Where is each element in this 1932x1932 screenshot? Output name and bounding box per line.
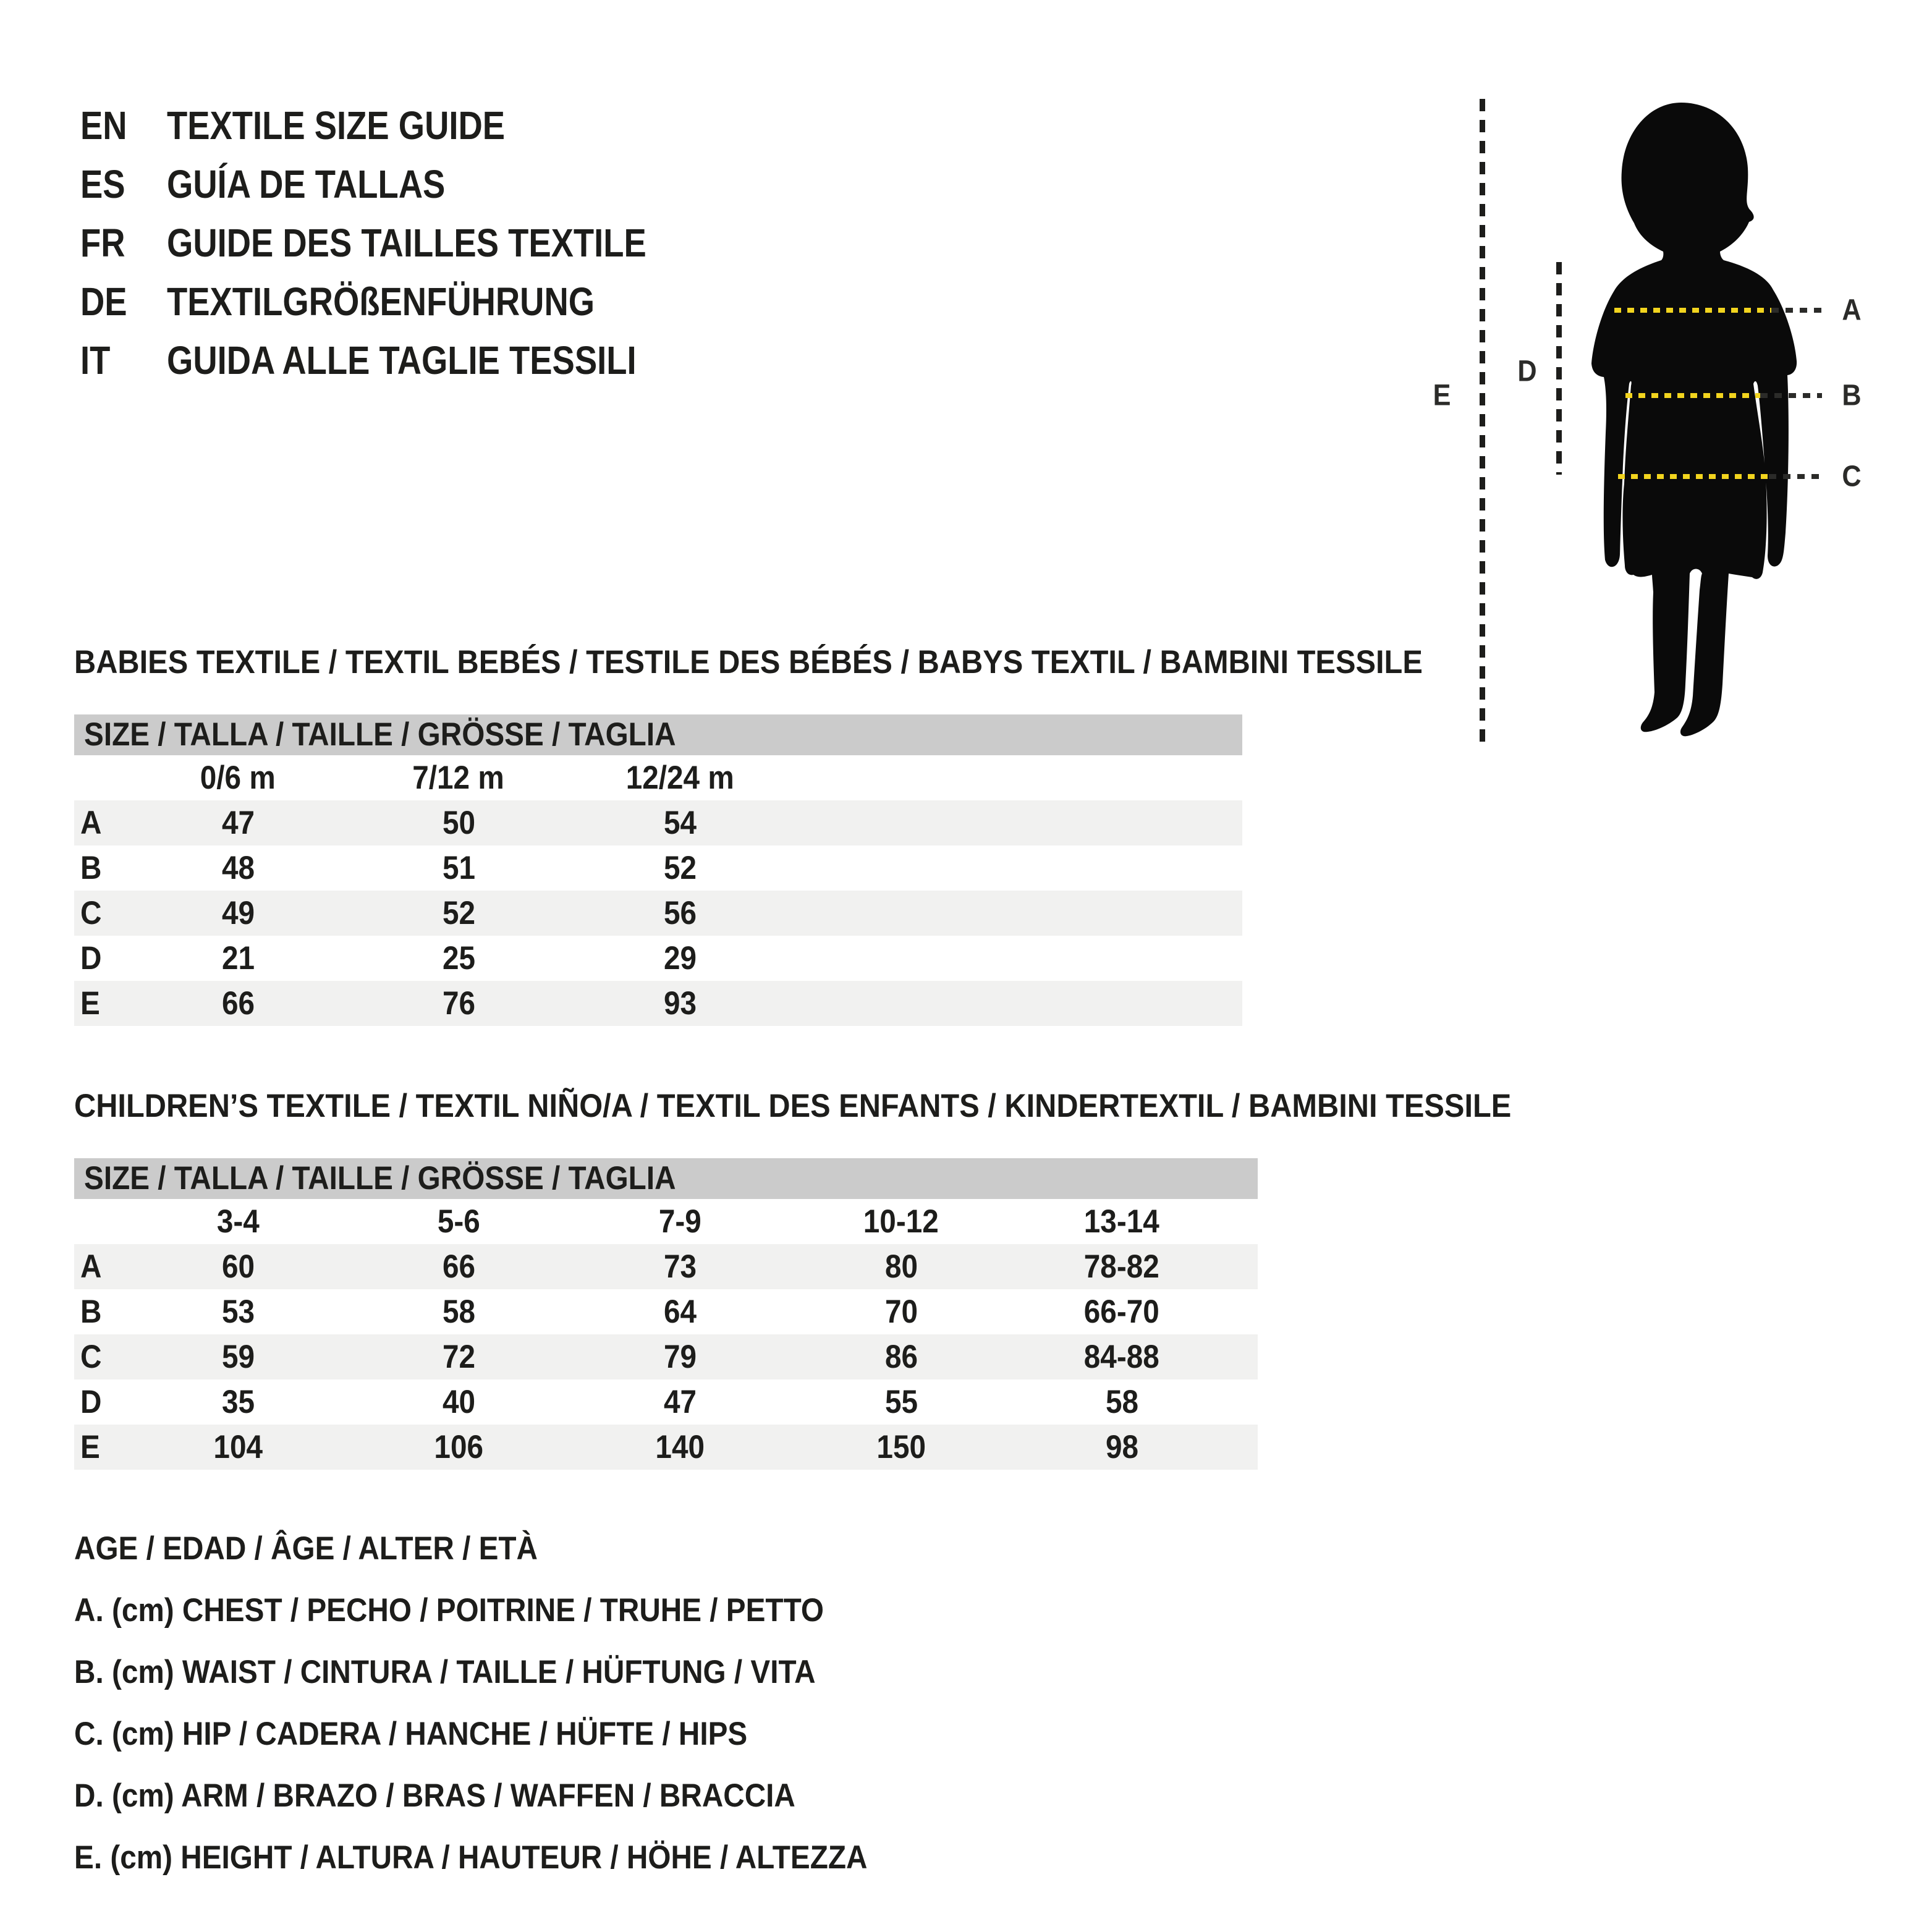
row-label (80, 845, 104, 891)
table-cell (145, 891, 331, 936)
legend-line-text: B. (cm) WAIST / CINTURA / TAILLE / HÜFTUNG / VITA (74, 1654, 816, 1690)
language-code (80, 163, 133, 206)
cell-text: 78-82 (1083, 1248, 1160, 1285)
children-column-header-text: 13-14 (1083, 1203, 1160, 1240)
cell-text: 70 (884, 1294, 918, 1330)
table-row (74, 1289, 1258, 1334)
cell-text: 48 (221, 850, 255, 886)
table-cell (366, 936, 551, 981)
language-code-text: DE (80, 279, 127, 324)
table-cell (145, 1289, 331, 1334)
children-column-header-row (74, 1199, 1258, 1244)
figure-label-d-text: D (1517, 355, 1537, 388)
figure-label-e-text: E (1433, 379, 1451, 412)
cell-text: 53 (221, 1294, 255, 1330)
table-cell (1029, 1379, 1214, 1425)
cell-text: 80 (884, 1248, 918, 1285)
cell-text: 72 (442, 1339, 475, 1375)
children-column-header (587, 1199, 773, 1244)
cell-text: 66 (221, 985, 255, 1022)
cell-text: 58 (1105, 1384, 1138, 1420)
cell-text: 21 (221, 940, 255, 977)
table-cell (1029, 1244, 1214, 1289)
cell-text: 150 (876, 1429, 926, 1465)
language-title (167, 339, 719, 382)
row-label (80, 1244, 104, 1289)
children-column-header (366, 1199, 551, 1244)
table-row (74, 1244, 1258, 1289)
language-title-text: GUIDE DES TAILLES TEXTILE (167, 221, 646, 265)
table-cell (366, 1334, 551, 1379)
babies-column-header (145, 755, 331, 800)
legend-line-height (74, 1839, 955, 1876)
cell-text: 76 (442, 985, 475, 1022)
table-cell (145, 1379, 331, 1425)
figure-label-b-text: B (1842, 379, 1862, 412)
cell-text: 66 (442, 1248, 475, 1285)
babies-section-heading (74, 644, 1540, 681)
cell-text: 106 (434, 1429, 483, 1465)
row-label-text: C (80, 895, 102, 931)
row-label-text: C (80, 1339, 102, 1375)
table-cell (366, 1289, 551, 1334)
legend-line-arm (74, 1777, 876, 1815)
children-size-header-text: SIZE / TALLA / TAILLE / GRÖSSE / TAGLIA (84, 1160, 676, 1197)
language-code (80, 221, 133, 265)
babies-column-header-text: 7/12 m (412, 760, 505, 796)
row-label (80, 1334, 104, 1379)
cell-text: 29 (663, 940, 697, 977)
table-cell (587, 936, 773, 981)
table-cell (145, 845, 331, 891)
children-size-header-bar (74, 1158, 1258, 1199)
language-title-text: GUIDA ALLE TAGLIE TESSILI (167, 338, 637, 383)
row-label (80, 891, 104, 936)
table-cell (366, 800, 551, 845)
table-row (74, 845, 1242, 891)
cell-text: 47 (663, 1384, 697, 1420)
language-code-text: ES (80, 162, 125, 206)
table-row (74, 1334, 1258, 1379)
row-label (80, 936, 104, 981)
legend-line-text: C. (cm) HIP / CADERA / HANCHE / HÜFTE / HIPS (74, 1716, 748, 1752)
figure-label-c-text: C (1842, 460, 1862, 493)
table-row (74, 936, 1242, 981)
legend-line-text: D. (cm) ARM / BRAZO / BRAS / WAFFEN / BRACCIA (74, 1777, 795, 1814)
cell-text: 52 (442, 895, 475, 931)
table-cell (145, 981, 331, 1026)
hip-line-c-yellow (1618, 474, 1769, 479)
language-title (167, 280, 670, 323)
cell-text: 84-88 (1083, 1339, 1160, 1375)
cell-text: 66-70 (1083, 1294, 1160, 1330)
table-cell (145, 800, 331, 845)
table-cell (808, 1244, 994, 1289)
row-label-text: A (80, 805, 102, 841)
table-row (74, 981, 1242, 1026)
waist-line-b-dark (1760, 393, 1822, 398)
child-silhouette-icon (1570, 99, 1805, 742)
babies-size-header (84, 714, 742, 755)
figure-label-a (1841, 294, 1863, 328)
cell-text: 73 (663, 1248, 697, 1285)
cell-text: 86 (884, 1339, 918, 1375)
language-code (80, 104, 135, 147)
children-column-header-text: 7-9 (658, 1203, 701, 1240)
cell-text: 58 (442, 1294, 475, 1330)
table-cell (366, 1425, 551, 1470)
table-cell (366, 981, 551, 1026)
cell-text: 93 (663, 985, 697, 1022)
table-cell (366, 1379, 551, 1425)
language-title (167, 104, 565, 147)
figure-label-d (1517, 355, 1538, 389)
table-cell (145, 1425, 331, 1470)
cell-text: 64 (663, 1294, 697, 1330)
table-row (74, 1379, 1258, 1425)
table-row (74, 800, 1242, 845)
table-cell (587, 1334, 773, 1379)
table-row (74, 1425, 1258, 1470)
table-cell (587, 800, 773, 845)
table-cell (366, 1244, 551, 1289)
language-title-text: GUÍA DE TALLAS (167, 162, 446, 206)
children-column-header (1029, 1199, 1214, 1244)
children-column-header (808, 1199, 994, 1244)
children-column-header-text: 5-6 (437, 1203, 480, 1240)
cell-text: 104 (213, 1429, 263, 1465)
table-cell (587, 891, 773, 936)
cell-text: 40 (442, 1384, 475, 1420)
table-cell (1029, 1425, 1214, 1470)
language-code (80, 280, 135, 323)
cell-text: 54 (663, 805, 697, 841)
table-cell (366, 845, 551, 891)
cell-text: 60 (221, 1248, 255, 1285)
legend-line-chest (74, 1592, 907, 1629)
table-cell (587, 1425, 773, 1470)
children-size-header (84, 1158, 742, 1199)
language-code (80, 339, 116, 382)
legend-line-age (74, 1530, 589, 1567)
cell-text: 55 (884, 1384, 918, 1420)
row-label-text: E (80, 1429, 100, 1465)
table-cell (808, 1379, 994, 1425)
table-cell (145, 1334, 331, 1379)
figure-label-b (1841, 379, 1863, 413)
table-cell (808, 1334, 994, 1379)
babies-size-header-text: SIZE / TALLA / TAILLE / GRÖSSE / TAGLIA (84, 716, 676, 753)
row-label (80, 981, 102, 1026)
babies-column-header-text: 12/24 m (625, 760, 734, 796)
table-cell (145, 936, 331, 981)
hip-line-c-dark (1769, 474, 1822, 479)
legend-line-text: A. (cm) CHEST / PECHO / POITRINE / TRUHE / PETTO (74, 1592, 824, 1629)
cell-text: 35 (221, 1384, 255, 1420)
language-code-text: IT (80, 338, 111, 383)
row-label-text: B (80, 850, 102, 886)
row-label-text: E (80, 985, 100, 1022)
row-label (80, 1289, 104, 1334)
babies-size-header-bar (74, 714, 1242, 755)
children-column-header-text: 3-4 (216, 1203, 260, 1240)
legend-line-hip (74, 1716, 822, 1753)
children-heading-text: CHILDREN’S TEXTILE / TEXTIL NIÑO/A / TEXTIL DES ENFANTS / KINDERTEXTIL / BAMBINI TESSILE (74, 1088, 1512, 1124)
babies-heading-text: BABIES TEXTILE / TEXTIL BEBÉS / TESTILE DES BÉBÉS / BABYS TEXTIL / BAMBINI TESSILE (74, 644, 1423, 680)
table-row (74, 891, 1242, 936)
legend-line-text: E. (cm) HEIGHT / ALTURA / HAUTEUR / HÖHE / ALTEZZA (74, 1839, 868, 1876)
row-label-text: D (80, 940, 102, 977)
cell-text: 25 (442, 940, 475, 977)
language-title-text: TEXTILGRÖßENFÜHRUNG (167, 279, 595, 324)
table-cell (587, 1289, 773, 1334)
figure-label-c (1841, 460, 1863, 494)
row-label (80, 1425, 102, 1470)
table-cell (587, 1379, 773, 1425)
children-column-header-text: 10-12 (863, 1203, 939, 1240)
babies-column-header-row (74, 755, 1242, 800)
children-section-heading (74, 1088, 1637, 1125)
language-title-text: TEXTILE SIZE GUIDE (167, 103, 506, 148)
row-label-text: A (80, 1248, 102, 1285)
cell-text: 49 (221, 895, 255, 931)
cell-text: 56 (663, 895, 697, 931)
cell-text: 51 (442, 850, 475, 886)
cell-text: 59 (221, 1339, 255, 1375)
table-cell (1029, 1289, 1214, 1334)
cell-text: 50 (442, 805, 475, 841)
language-title (167, 221, 731, 265)
table-cell (587, 1244, 773, 1289)
language-title (167, 163, 494, 206)
row-label-text: D (80, 1384, 102, 1420)
table-cell (587, 981, 773, 1026)
cell-text: 98 (1105, 1429, 1138, 1465)
figure-label-a-text: A (1842, 294, 1862, 327)
row-label (80, 800, 104, 845)
waist-line-b-yellow (1625, 393, 1760, 398)
row-label (80, 1379, 104, 1425)
children-column-header (145, 1199, 331, 1244)
cell-text: 140 (655, 1429, 705, 1465)
language-code-text: FR (80, 221, 125, 265)
language-code-text: EN (80, 103, 127, 148)
babies-column-header (587, 755, 773, 800)
table-cell (808, 1289, 994, 1334)
chest-line-a-dark (1771, 308, 1822, 313)
table-cell (808, 1425, 994, 1470)
babies-column-header (366, 755, 551, 800)
chest-line-a-yellow (1614, 308, 1771, 313)
table-cell (366, 891, 551, 936)
babies-column-header-text: 0/6 m (200, 760, 276, 796)
cell-text: 79 (663, 1339, 697, 1375)
legend-line-waist (74, 1654, 898, 1691)
row-label-text: B (80, 1294, 102, 1330)
legend-line-text: AGE / EDAD / ÂGE / ALTER / ETÀ (74, 1530, 538, 1567)
figure-label-e (1432, 379, 1452, 413)
table-cell (145, 1244, 331, 1289)
cell-text: 47 (221, 805, 255, 841)
table-cell (1029, 1334, 1214, 1379)
arm-measure-line-d (1556, 262, 1562, 475)
table-cell (587, 845, 773, 891)
cell-text: 52 (663, 850, 697, 886)
